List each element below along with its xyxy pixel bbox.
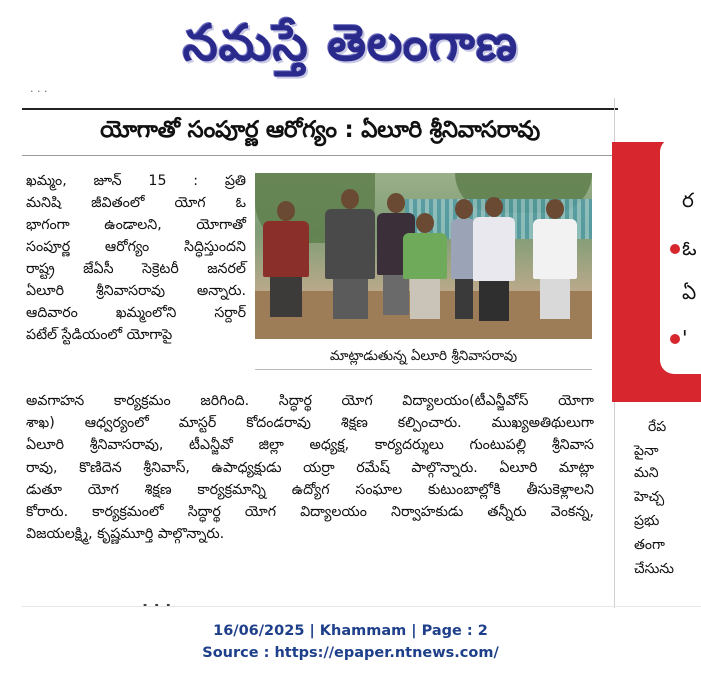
narrow-line: ఆదివారం ఖమ్మంలోని సర్దార్ bbox=[26, 305, 246, 321]
bullet-icon bbox=[670, 334, 680, 344]
narrow-column bbox=[26, 170, 246, 346]
narrow-line: ఖమ్మం, జూన్ 15 : ప్రతి bbox=[26, 173, 246, 189]
strip-line: ప్రభు bbox=[634, 513, 660, 529]
strip-glyph: ' bbox=[682, 326, 688, 350]
body-line: కోరారు. కార్యక్రమంలో సిద్ధార్థ యోగ విద్యాలయం నిర్వాహకుడు తన్నీరు వెంకన్న, bbox=[26, 504, 594, 521]
adjacent-article-strip bbox=[612, 100, 701, 606]
narrow-line: సంపూర్ణ ఆరోగ్యం సిద్ధిస్తుందని bbox=[26, 239, 246, 255]
body-line: డుతూ యోగ శిక్షణ కార్యక్రమాన్ని ఉద్యోగ సంఘాల కుటుంబాల్లోకి తీసుకెళ్లాలని bbox=[26, 481, 594, 498]
footer-date-edition: 16/06/2025 | Khammam | Page : 2 bbox=[213, 623, 488, 639]
body-line: శాఖ) ఆధ్వర్యంలో మాస్టర్ కోదండరావు శిక్షణ కల్పించారు. ముఖ్యఅతిథులుగా bbox=[26, 415, 594, 432]
clipped-next-headline: · · · bbox=[142, 596, 172, 606]
article-clipping bbox=[22, 90, 618, 606]
strip-line: హెచ్చ bbox=[634, 489, 665, 505]
strip-glyph: ఏ bbox=[682, 280, 697, 304]
strip-line: చేసును bbox=[634, 561, 674, 577]
photo-person bbox=[533, 219, 577, 279]
clipping-bottom-edge bbox=[22, 606, 701, 607]
body-line: అవగాహన కార్యక్రమం జరిగింది. సిద్ధార్థ యోగ విద్యాలయం(టీఎన్జీవోస్ యోగా bbox=[26, 393, 594, 409]
article-headline: యోగాతో సంపూర్ణ ఆరోగ్యం : ఏలూరి శ్రీనివాసరావు bbox=[100, 116, 540, 143]
full-width-column bbox=[26, 390, 594, 545]
strip-line: పైనా bbox=[634, 443, 659, 459]
body-line: రావు, కొణిదెన శ్రీనివాస్, ఉపాధ్యక్షుడు యర్రా రమేష్ పాల్గొన్నారు. ఏలూరి మాట్లా bbox=[26, 459, 594, 476]
narrow-line: మనిషి జీవితంలో యోగ ఓ bbox=[26, 195, 246, 211]
photo-person bbox=[403, 233, 447, 279]
narrow-line: రాష్ట్ర జేఏసీ సెక్రెటరీ జనరల్ bbox=[26, 261, 246, 277]
strip-glyph: ఓ bbox=[682, 236, 697, 260]
photo-person bbox=[473, 217, 515, 281]
photo-person bbox=[325, 209, 375, 279]
strip-line: తంగా bbox=[634, 537, 665, 553]
body-line: విజయలక్ష్మి, కృష్ణమూర్తి పాల్గొన్నారు. bbox=[26, 526, 225, 543]
strip-glyph: ర bbox=[682, 188, 694, 212]
photo-person bbox=[263, 221, 309, 277]
masthead-title: నమస్తే తెలంగాణ bbox=[182, 13, 519, 72]
footer-source-link[interactable]: Source : https://epaper.ntnews.com/ bbox=[202, 645, 499, 661]
headline-bar bbox=[22, 108, 618, 156]
body-line: ఏలూరి శ్రీనివాసరావు, టీఎన్జీవో జిల్లా అధ్యక్ష, కార్యదర్శులు గుంటుపల్లి శ్రీనివాస bbox=[26, 437, 594, 454]
bullet-icon bbox=[670, 244, 680, 254]
strip-line: మని bbox=[634, 465, 659, 481]
narrow-line: పటేల్ స్టేడియంలో యోగాపై bbox=[26, 327, 173, 343]
photo-caption: మాట్లాడుతున్న ఏలూరి శ్రీనివాసరావు bbox=[255, 342, 592, 370]
footer bbox=[0, 620, 701, 664]
masthead bbox=[0, 0, 701, 86]
article-photo bbox=[255, 173, 592, 339]
strip-line: రేప bbox=[648, 419, 667, 435]
clipped-previous-text: · · · bbox=[30, 90, 48, 98]
narrow-line: భాగంగా ఉండాలని, యోగాతో bbox=[26, 217, 246, 233]
narrow-line: ఏలూరి శ్రీనివాసరావు అన్నారు. bbox=[26, 283, 246, 299]
